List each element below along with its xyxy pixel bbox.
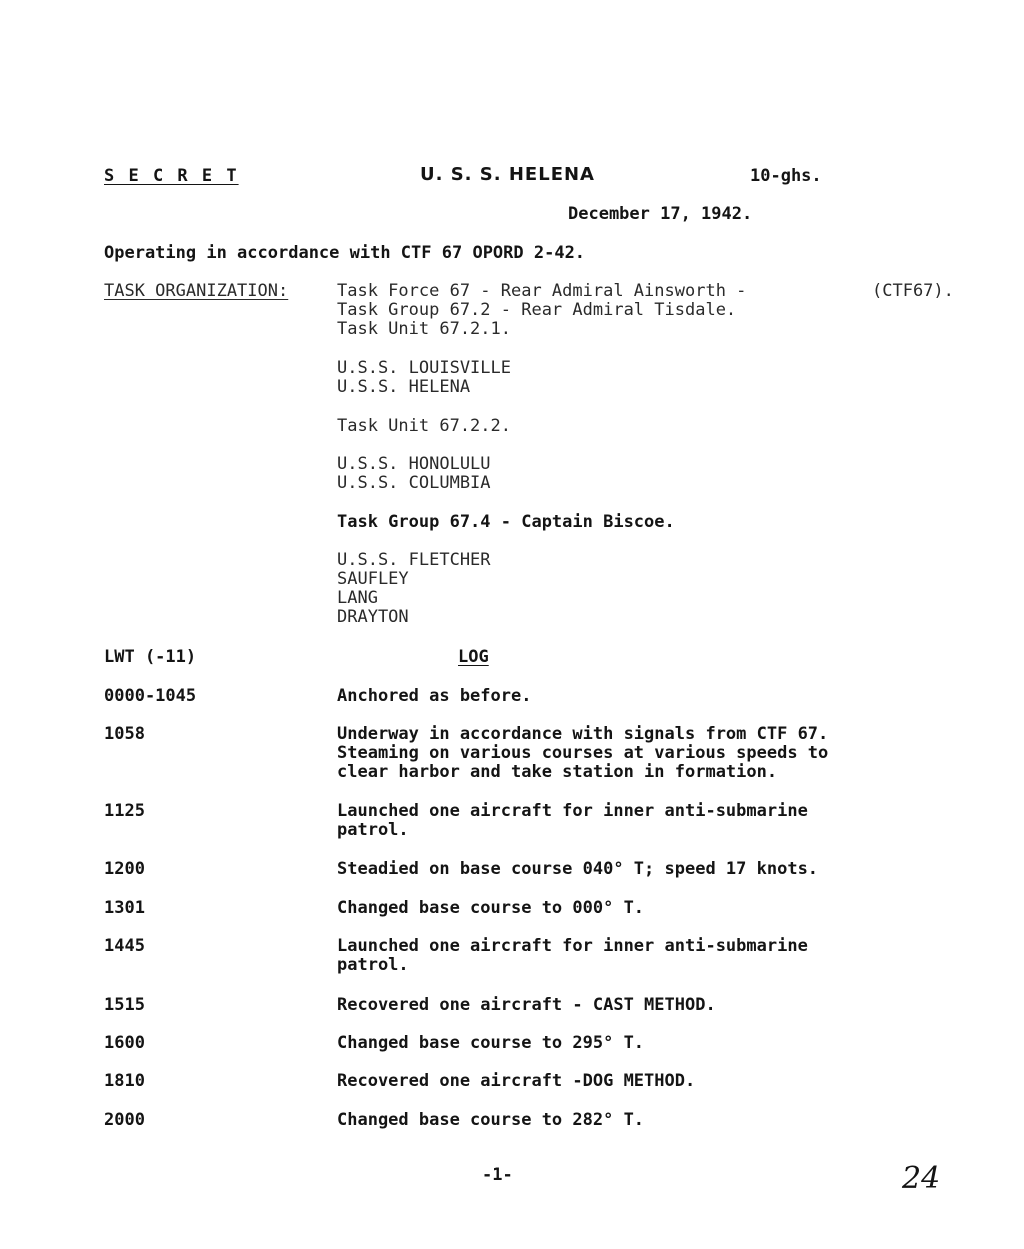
log-entry-text: Changed base course to 000° T.	[337, 898, 645, 918]
log-entry-text	[337, 937, 808, 975]
log-line: Launched one aircraft for inner anti-submarine	[337, 801, 808, 821]
log-entry-text: Changed base course to 295° T.	[337, 1033, 645, 1053]
log-entry-time: 1125	[104, 801, 145, 821]
document-date: December 17, 1942.	[568, 204, 753, 224]
ctf-designation: (CTF67).	[872, 281, 954, 301]
task-force-line: Task Force 67 - Rear Admiral Ainsworth -	[337, 281, 747, 301]
log-line: patrol.	[337, 820, 409, 840]
ship-entry: U.S.S. COLUMBIA	[337, 473, 491, 493]
log-entry-text: Recovered one aircraft - CAST METHOD.	[337, 995, 716, 1015]
handwritten-page-number: 24	[902, 1161, 941, 1196]
ship-entry: U.S.S. LOUISVILLE	[337, 358, 511, 378]
operating-statement: Operating in accordance with CTF 67 OPORD 2-42.	[104, 243, 586, 263]
log-entry-time: 0000-1045	[104, 686, 197, 706]
log-entry-text: Steadied on base course 040° T; speed 17 knots.	[337, 859, 819, 879]
classification-marking: S E C R E T	[104, 166, 239, 186]
task-group-4-line: Task Group 67.4 - Captain Biscoe.	[337, 512, 675, 532]
task-unit-2-line: Task Unit 67.2.2.	[337, 416, 511, 436]
ship-entry: U.S.S. HELENA	[337, 377, 471, 397]
ship-entry: DRAYTON	[337, 607, 409, 627]
ship-entry: SAUFLEY	[337, 569, 409, 589]
task-organization-label: TASK ORGANIZATION:	[104, 281, 289, 301]
ship-entry: U.S.S. FLETCHER	[337, 550, 491, 570]
log-line: Launched one aircraft for inner anti-submarine	[337, 936, 808, 956]
task-unit-1-ships	[337, 359, 511, 397]
log-entry-time: 1058	[104, 724, 145, 744]
task-group-line: Task Group 67.2 - Rear Admiral Tisdale.	[337, 300, 737, 320]
page-number: -1-	[482, 1165, 513, 1185]
log-time-header: LWT (-11)	[104, 647, 197, 667]
log-line: Underway in accordance with signals from CTF 67.	[337, 724, 829, 744]
task-group-4-ships	[337, 551, 491, 627]
log-entry-time: 1810	[104, 1071, 145, 1091]
ship-name: U. S. S. HELENA	[420, 164, 595, 185]
log-line: Steaming on various courses at various speeds to	[337, 743, 829, 763]
log-entry-text	[337, 802, 808, 840]
time-zone: 10-ghs.	[750, 166, 822, 186]
task-unit-2-ships	[337, 455, 491, 493]
log-title: LOG	[458, 647, 489, 667]
log-line: patrol.	[337, 955, 409, 975]
log-entry-time: 1200	[104, 859, 145, 879]
log-entry-time: 1515	[104, 995, 145, 1015]
log-entry-text: Recovered one aircraft -DOG METHOD.	[337, 1071, 696, 1091]
log-entry-text: Anchored as before.	[337, 686, 532, 706]
ship-entry: LANG	[337, 588, 378, 608]
log-line: clear harbor and take station in formation.	[337, 762, 778, 782]
ship-entry: U.S.S. HONOLULU	[337, 454, 491, 474]
task-unit-1-line: Task Unit 67.2.1.	[337, 319, 511, 339]
log-entry-time: 1301	[104, 898, 145, 918]
log-entry-time: 1445	[104, 936, 145, 956]
log-entry-time: 2000	[104, 1110, 145, 1130]
log-entry-text: Changed base course to 282° T.	[337, 1110, 645, 1130]
log-entry-text	[337, 725, 828, 782]
log-entry-time: 1600	[104, 1033, 145, 1053]
